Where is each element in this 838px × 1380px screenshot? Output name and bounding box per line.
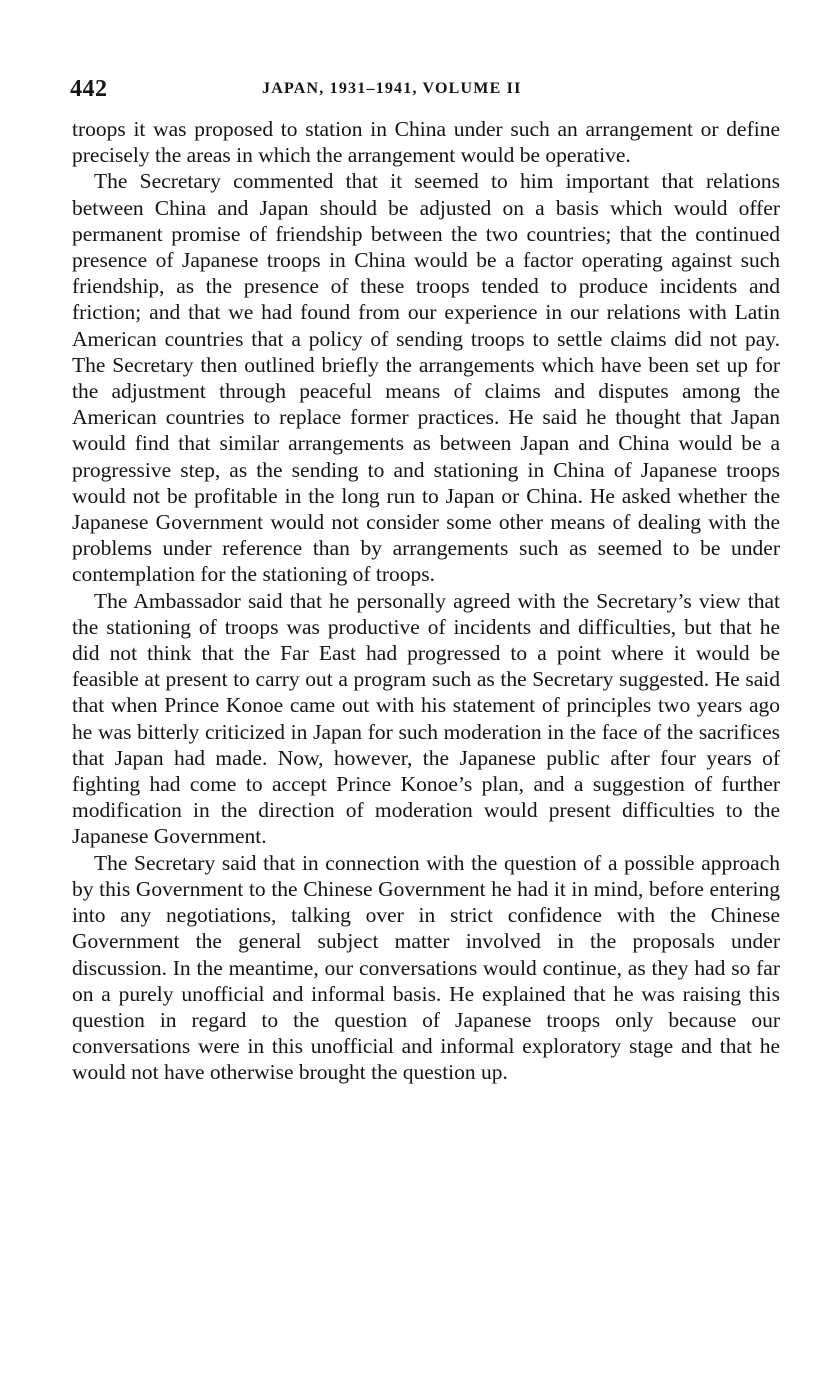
body-text [72, 116, 780, 1086]
page-header [70, 76, 780, 106]
paragraph-secretary-approach: The Secretary said that in connection with the question of a possible approach by this Government to the Chinese Government he had it in mind, before entering into any negotiations, talking over in strict confidence with the Chinese Government the general subject matter involved in the proposals under discussion. In the meantime, our conversations would continue, as they had so far on a purely unofficial and informal basis. He explained that he was raising this question in regard to the question of Japanese troops only because our conversations were in this unofficial and informal exploratory stage and that he would not have otherwise brought the question up. [72, 850, 780, 1085]
paragraph-continuation: troops it was proposed to station in China under such an arrangement or define precisely the areas in which the arrangement would be operative. [72, 117, 780, 168]
paragraph-secretary-comment: The Secretary commented that it seemed to him important that relations between China and Japan should be adjusted on a basis which would offer permanent promise of friendship between the two countries; that the continued presence of Japanese troops in China would be a factor operating against such friendship, as the presence of these troops tended to produce incidents and friction; and that we had found from our experience in our relations with Latin American countries that a policy of sending troops to settle claims did not pay. The Secretary then outlined briefly the arrangements which have been set up for the adjustment through peaceful means of claims and disputes among the American countries to replace former practices. He said he thought that Japan would find that similar arrangements as between Japan and China would be a progressive step, as the sending to and stationing in China of Japanese troops would not be profitable in the long run to Japan or China. He asked whether the Japanese Government would not consider some other means of dealing with the problems under reference than by arrangements such as seemed to be under contemplation for the stationing of troops. [72, 169, 780, 587]
page-number: 442 [70, 76, 108, 102]
paragraph-ambassador-reply: The Ambassador said that he personally agreed with the Secretary’s view that the stationing of troops was productive of incidents and difficulties, but that he did not think that the Far East had progressed to a point where it would be feasible at present to carry out a program such as the Secretary suggested. He said that when Prince Konoe came out with his statement of principles two years ago he was bitterly criticized in Japan for such moderation in the face of the sacrifices that Japan had made. Now, however, the Japanese public after four years of fighting had come to accept Prince Konoe’s plan, and a suggestion of further modification in the direction of moderation would present difficulties to the Japanese Government. [72, 588, 780, 849]
running-head: JAPAN, 1931–1941, VOLUME II [262, 80, 522, 97]
